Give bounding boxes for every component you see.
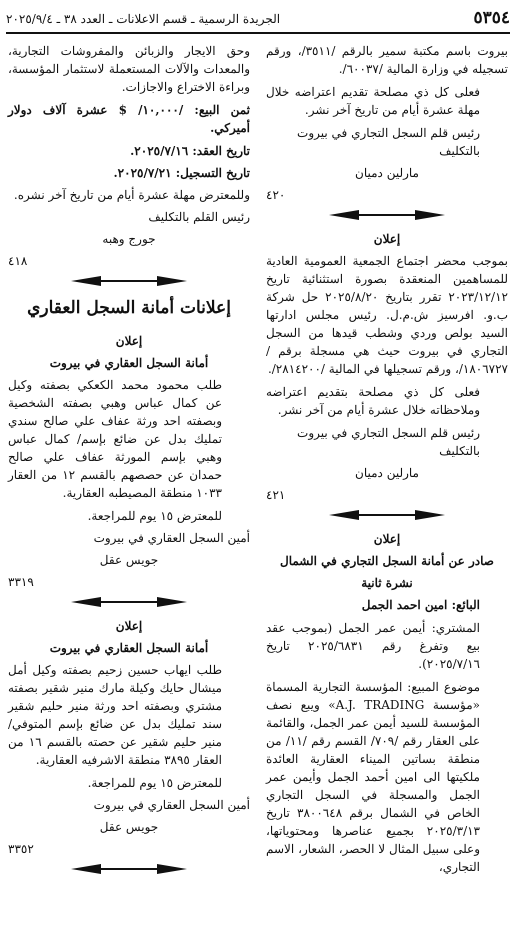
separator <box>266 510 508 520</box>
notice-title: إعلان <box>373 532 401 546</box>
notice-text: وحق الايجار والزبائن والمفروشات التجارية، والمعدات والآلات المستعملة لاستثمار المؤسسة، وبراءة الاختراع والاجازات. <box>8 44 250 94</box>
notice-text: طلب محمود محمد الكعكي بصفته وكيل عن كمال عباس وهبي بصفته الشخصية وبصفته احد ورثة عفاف علي صالح سندي تمليك بدل عن ضائع بإسم/ كمال عباس وهبي بإسم المورثة عفاف علي صالح حمدان عن حصصهم بالقسم ١٢ من العقار ١٠٣٣ منطقة المصيطبه العقارية. <box>8 377 223 500</box>
separator <box>8 864 250 874</box>
notice-number: ٣٣٥٢ <box>8 841 34 856</box>
subject-line: موضوع المبيع: المؤسسة التجارية المسماة «مؤسسة A.J. TRADING» ويبع نصف المؤسسة للسيد أيمن عمر الجمل، والقائمة على العقار رقم /٧٠٩/ القسم رقم /١١/ من منطقة بساتين الميناء العقارية العائدة ملكيتها الى امين أحمد الجمل وأيمن عمر الجمل والمسجلة في السجل التجاري الخاص في الشمال برقم ٣٨٠٠٦٤٨ تاريخ ٢٠٢٥/٣/١٣ بجميع عناصرها ومحتوياتها، وعلى سبيل المثال لا الحصر، الشعار، الاسم التجاري، <box>266 680 480 874</box>
signature-title: رئيس قلم السجل التجاري في بيروت بالتكليف <box>297 126 480 158</box>
notice-number: ٤١٨ <box>8 254 28 268</box>
price-line: ثمن البيع: /١٠,٠٠٠/ $ عشرة آلاف دولار أميركي. <box>8 103 250 135</box>
notice-text: بيروت باسم مكتبة سمير بالرقم /٣٥١١/، ورقم تسجيله في وزارة المالية /٦٠٠٣٧/. <box>266 44 508 76</box>
signature-title: رئيس قلم السجل التجاري في بيروت بالتكليف <box>297 426 480 458</box>
notice-text: فعلى كل ذي مصلحة بتقديم اعتراضه وملاحظاته خلال عشرة أيام من آخر نشر. <box>266 385 480 417</box>
notice-number: ٣٣١٩ <box>8 574 34 589</box>
notice-subtitle: أمانة السجل العقاري في بيروت <box>49 355 209 370</box>
separator <box>8 597 250 607</box>
objection-line: للمعترض ١٥ يوم للمراجعة. <box>87 775 222 790</box>
page-header <box>6 6 510 34</box>
signature-name: جويس عقل <box>99 819 159 834</box>
notice-number: ٤٢٠ <box>266 188 286 202</box>
notice-text: طلب ايهاب حسين زحيم بصفته وكيل أمل ميشال حايك وكيلة مارك منير شقير بصفته مشتري وبصفته احد ورثة منير حليم شقير سند تمليك بدل عن ضائع بإسم المتوفي/منير حليم شقير عن حصته بالقسم ١٦ من العقار ٣٨٩٥ منطقة الاشرفيه العقارية. <box>8 662 222 767</box>
notice-title: إعلان <box>115 618 143 633</box>
objection-line: للمعترض ١٥ يوم للمراجعة. <box>87 508 222 523</box>
left-column <box>8 42 250 884</box>
seller-line: البائع: امين احمد الجمل <box>361 598 480 612</box>
signature-title: رئيس القلم بالتكليف <box>148 210 250 224</box>
registration-date: تاريخ التسجيل: ٢٠٢٥/٧/٢١. <box>113 166 250 180</box>
buyer-line: المشتري: أيمن عمر الجمل (بموجب عقد بيع وتفرغ رقم ٢٠٢٥/٦٨٣١ تاريخ ٢٠٢٥/٧/١٦). <box>266 621 480 671</box>
signature-name: مارلين دميان <box>355 166 419 180</box>
signature-name: مارلين دميان <box>355 466 419 480</box>
notice-subtitle: أمانة السجل العقاري في بيروت <box>49 640 209 655</box>
objection-line: وللمعترض مهلة عشرة أيام من تاريخ آخر نشره. <box>13 188 250 202</box>
notice-subtitle: نشرة ثانية <box>361 576 413 590</box>
signature-name: جورج وهبه <box>102 232 156 246</box>
signature-name: جويس عقل <box>99 552 159 567</box>
separator <box>8 276 250 286</box>
issue-info: الجريدة الرسمية ـ قسم الاعلانات ـ العدد ٣٨ ـ ٢٠٢٥/٩/٤ <box>6 12 281 26</box>
notice-title: إعلان <box>115 333 143 348</box>
signature-title: أمين السجل العقاري في بيروت <box>93 797 250 812</box>
notice-text: فعلى كل ذي مصلحة تقديم اعتراضه خلال مهلة عشرة أيام من تاريخ آخر نشر. <box>266 85 480 117</box>
notice-subtitle: صادر عن أمانة السجل التجاري في الشمال <box>279 554 494 568</box>
section-title: إعلانات أمانة السجل العقاري <box>27 298 231 318</box>
signature-title: أمين السجل العقاري في بيروت <box>93 530 250 545</box>
page-number: ٥٣٥٤ <box>473 8 510 29</box>
notice-title: إعلان <box>373 232 401 246</box>
right-column <box>266 42 508 881</box>
notice-text: بموجب محضر اجتماع الجمعية العمومية العادية للمساهمين المنعقدة بصورة استثنائية تاريخ ٢٠٢٣/١٢/١٢ تقرر بتاريخ ٢٠٢٥/٨/٢٠ حل شركة ب.و. افرسيز ش.م.ل. رئيس مجلس ادارتها السيد بولص وردي وشطب قيدها من السجل التجاري في بيروت حيث هي مسجلة برقم /١٨٠٦٧٢٧/، ورقم تسجيلها في المالية /٢٨١٤٢٠٠/. <box>266 254 508 376</box>
notice-number: ٤٢١ <box>266 488 286 502</box>
contract-date: تاريخ العقد: ٢٠٢٥/٧/١٦. <box>130 144 250 158</box>
separator <box>266 210 508 220</box>
